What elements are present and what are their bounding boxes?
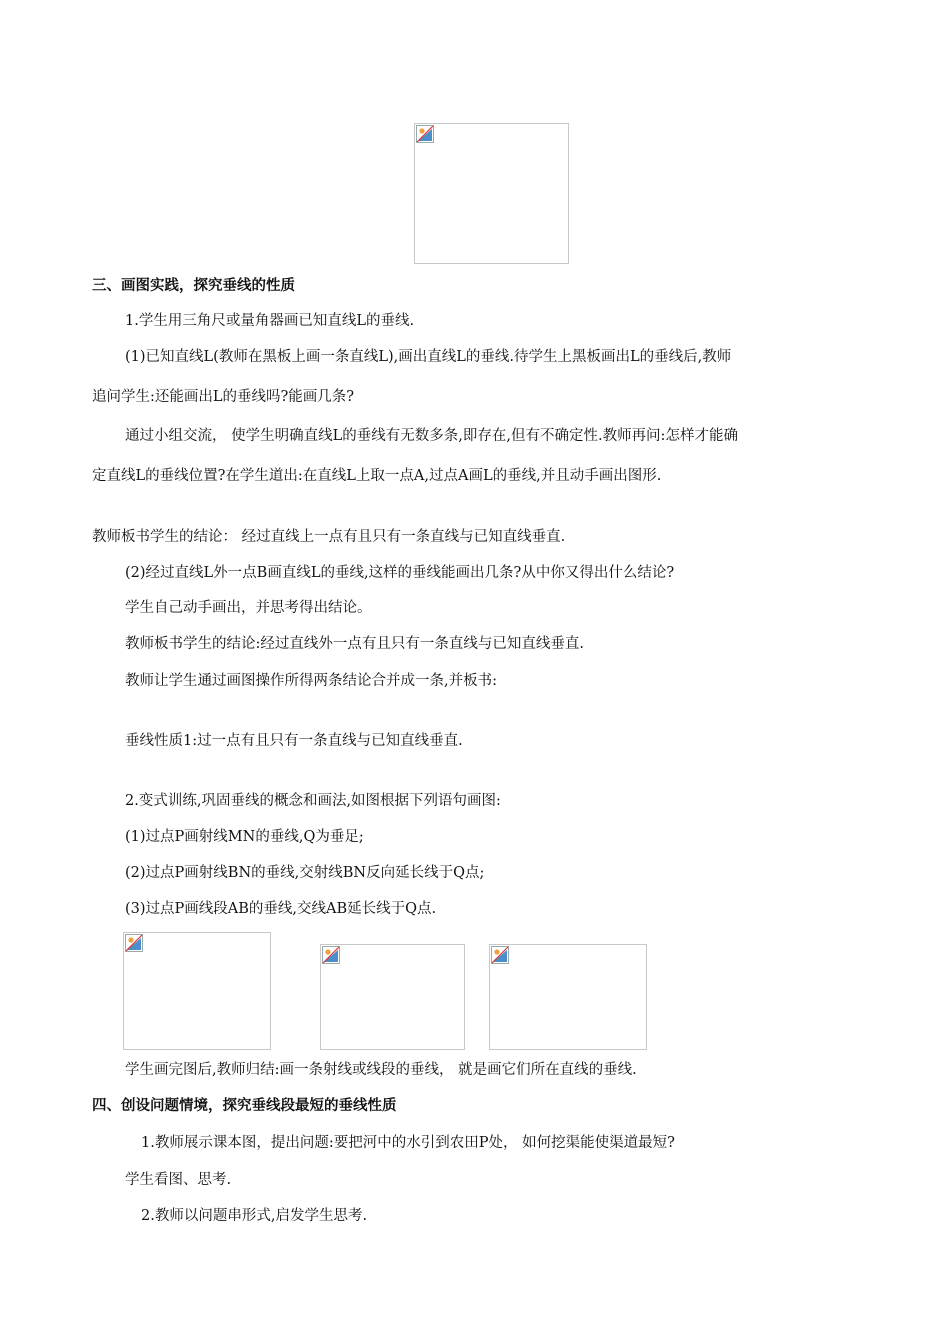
perpendicular-property-1: 垂线性质1:过一点有且只有一条直线与已知直线垂直. <box>125 733 463 749</box>
broken-image-icon <box>416 125 434 143</box>
broken-image-icon <box>322 946 340 964</box>
paragraph: (2)经过直线L外一点B画直线L的垂线,这样的垂线能画出几条?从中你又得出什么结论? <box>125 565 675 581</box>
paragraph: 1.学生用三角尺或量角器画已知直线L的垂线. <box>125 313 415 329</box>
paragraph: 1.教师展示课本图，提出问题:要把河中的水引到农田P处， 如何挖渠能使渠道最短? <box>141 1135 675 1151</box>
figure-exercise-1 <box>123 932 271 1050</box>
section-4-heading: 四、创设问题情境，探究垂线段最短的垂线性质 <box>92 1098 397 1114</box>
paragraph: 学生自己动手画出，并思考得出结论。 <box>125 600 372 616</box>
paragraph: 教师让学生通过画图操作所得两条结论合并成一条,并板书: <box>125 673 497 689</box>
exercise-item: (2)过点P画射线BN的垂线,交射线BN反向延长线于Q点; <box>125 865 485 881</box>
exercise-item: (3)过点P画线段AB的垂线,交线AB延长线于Q点. <box>125 901 437 917</box>
paragraph: 教师板书学生的结论:经过直线外一点有且只有一条直线与已知直线垂直. <box>125 636 584 652</box>
figure-exercise-3 <box>489 944 647 1050</box>
paragraph: 2.教师以问题串形式,启发学生思考. <box>141 1208 368 1224</box>
paragraph: 教师板书学生的结论： 经过直线上一点有且只有一条直线与已知直线垂直. <box>92 529 566 545</box>
section-3-heading: 三、画图实践，探究垂线的性质 <box>92 278 295 294</box>
figure-exercise-2 <box>320 944 465 1050</box>
broken-image-icon <box>125 934 143 952</box>
paragraph: 定直线L的垂线位置?在学生道出:在直线L上取一点A,过点A画L的垂线,并且动手画出图形. <box>92 468 662 484</box>
paragraph: 2.变式训练,巩固垂线的概念和画法,如图根据下列语句画图: <box>125 793 501 809</box>
exercise-item: (1)过点P画射线MN的垂线,Q为垂足; <box>125 829 364 845</box>
figure-top <box>414 123 569 264</box>
paragraph: 追问学生:还能画出L的垂线吗?能画几条? <box>92 389 355 405</box>
broken-image-icon <box>491 946 509 964</box>
paragraph: 学生看图、思考. <box>125 1172 232 1188</box>
paragraph: 学生画完图后,教师归结:画一条射线或线段的垂线， 就是画它们所在直线的垂线. <box>125 1062 637 1078</box>
paragraph: (1)已知直线L(教师在黑板上画一条直线L),画出直线L的垂线.待学生上黑板画出L的垂线后,教师 <box>125 349 732 365</box>
paragraph: 通过小组交流， 使学生明确直线L的垂线有无数多条,即存在,但有不确定性.教师再问:怎样才能确 <box>125 428 738 444</box>
